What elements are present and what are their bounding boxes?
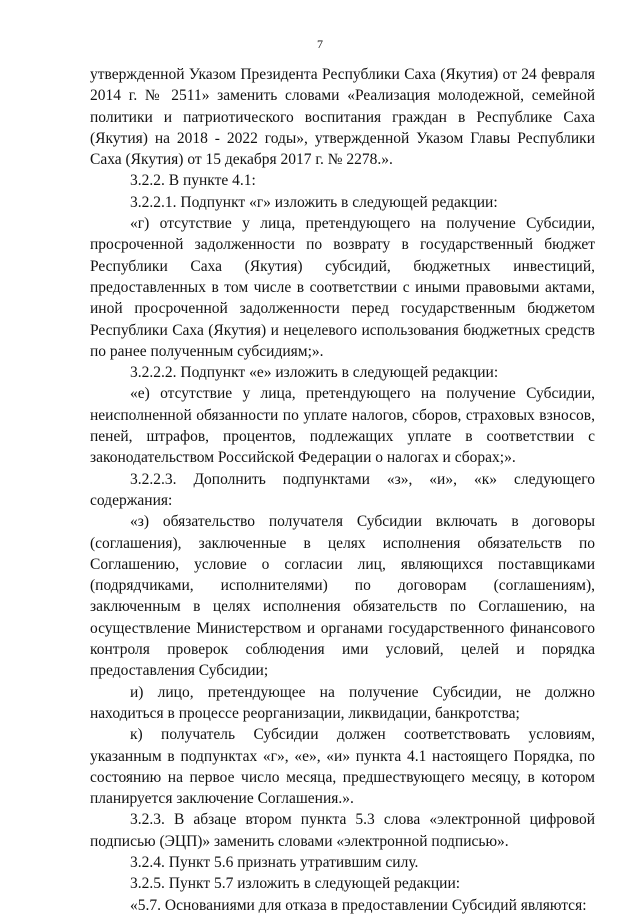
paragraph-3: «г) отсутствие у лица, претендующего на получение Субсидии, просроченной задолженности по возврату в государственный бюджет Республики Саха (Якутия) субсидий, бюджетных инвестиций, предоставленных в том числе в соответствии с иными правовыми актами, иной просроченной задолженности перед государственным бюджетом Республики Саха (Якутия) и нецелевого использования бюджетных средств по ранее полученным субсидиям;». xyxy=(90,215,595,360)
paragraph-6: 3.2.2.3. Дополнить подпунктами «з», «и», «к» следующего содержания: xyxy=(90,470,595,509)
page-number: 7 xyxy=(317,37,323,51)
paragraph-7: «з) обязательство получателя Субсидии включать в договоры (соглашения), заключенные в целях исполнения обязательств по Соглашению, условие о согласии лиц, являющихся поставщиками (подрядчиками, исполнителями) по договорам (соглашениям), заключенным в целях исполнения обязательств по Соглашению, на осуществление Министерством и органами государственного финансового контроля проверок соблюдения ими условий, целей и порядка предоставления Субсидии; xyxy=(90,513,595,680)
paragraph-4: 3.2.2.2. Подпункт «е» изложить в следующей редакции: xyxy=(130,364,499,382)
paragraph-10: 3.2.3. В абзаце втором пункта 5.3 слова «электронной цифровой подписью (ЭЦП)» заменить словами «электронной подписью». xyxy=(90,811,595,850)
paragraph-12: 3.2.5. Пункт 5.7 изложить в следующей редакции: xyxy=(130,875,461,893)
paragraph-2: 3.2.2.1. Подпункт «г» изложить в следующей редакции: xyxy=(130,193,498,211)
paragraph-0: утвержденной Указом Президента Республики Саха (Якутия) от 24 февраля 2014 г. № 2511» заменить словами «Реализация молодежной, семейной политики и патриотического воспитания граждан в Республике Саха (Якутия) на 2018 - 2022 годы», утвержденной Указом Главы Республики Саха (Якутия) от 15 декабря 2017 г. № 2278.». xyxy=(90,66,595,169)
paragraph-13: «5.7. Основаниями для отказа в предоставлении Субсидий являются: xyxy=(130,896,587,914)
paragraph-5: «е) отсутствие у лица, претендующего на получение Субсидии, неисполненной обязанности по уплате налогов, сборов, страховых взносов, пеней, штрафов, процентов, подлежащих уплате в соответствии с законодательством Российской Федерации о налогах и сборах;». xyxy=(90,385,595,467)
paragraph-9: к) получатель Субсидии должен соответствовать условиям, указанным в подпунктах «г», «е», «и» пункта 4.1 настоящего Порядка, по состоянию на первое число месяца, предшествующего месяцу, в котором планируется заключение Соглашения.». xyxy=(90,726,595,808)
paragraph-8: и) лицо, претендующее на получение Субсидии, не должно находиться в процессе реорганизации, ликвидации, банкротства; xyxy=(90,683,595,722)
paragraph-11: 3.2.4. Пункт 5.6 признать утратившим силу. xyxy=(130,853,419,871)
document-body xyxy=(90,64,595,916)
paragraph-1: 3.2.2. В пункте 4.1: xyxy=(130,172,256,190)
